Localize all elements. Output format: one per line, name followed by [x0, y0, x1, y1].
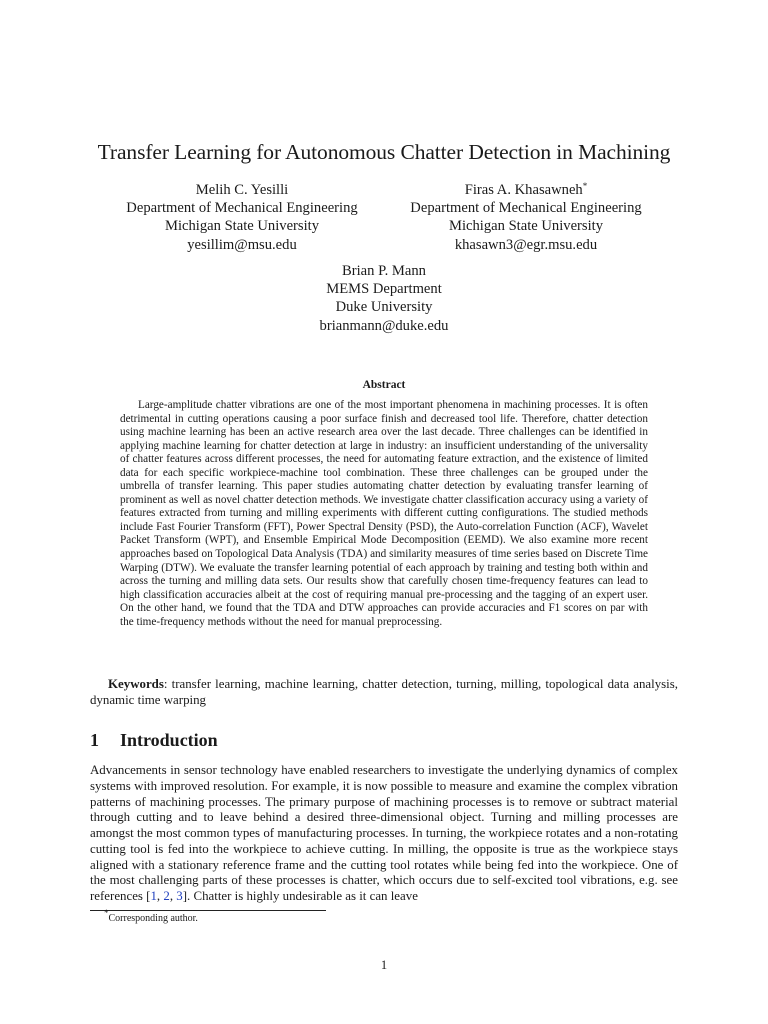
section-number: 1	[90, 730, 99, 750]
paper-title: Transfer Learning for Autonomous Chatter Detection in Machining	[97, 140, 671, 164]
author-university: Duke University	[335, 299, 433, 316]
intro-text-tail: ]. Chatter is highly undesirable as it can leave	[182, 889, 418, 903]
keywords-label: Keywords	[108, 677, 164, 691]
author-name: Firas A. Khasawneh	[464, 182, 583, 198]
introduction-paragraph: Advancements in sensor technology have enabled researchers to investigate the underlying dynamics of complex systems with improved resolution. For example, it is now possible to measure and examine the complex vibration patterns of machining processes. The primary purpose of machining processes is to remove or subtract material through cutting and to leave behind a desired three-dimensional object. Turning and milling processes are amongst the most common types of manufacturing processes. In turning, the workpiece rotates and a non-rotating cutting tool is fed into the workpiece to achieve cutting. In milling, the opposite is true as the workpiece stays aligned with a stationary reference frame and the cutting tool rotates while being fed into the workpiece. One of the most challenging parts of these processes is chatter, which occurs due to self-excited tool vibrations, e.g. see references [1, 2, 3]. Chatter is highly undesirable as it can leave	[90, 763, 678, 903]
author-email: khasawn3@egr.msu.edu	[454, 236, 598, 253]
author-block-3	[234, 262, 534, 335]
keywords-paragraph	[90, 676, 678, 708]
author-email: yesillim@msu.edu	[187, 236, 297, 253]
author-name: Melih C. Yesilli	[195, 182, 289, 198]
citation-link[interactable]: 3	[176, 889, 183, 903]
author-email: brianmann@duke.edu	[319, 317, 449, 334]
corresponding-author-mark: *	[582, 181, 588, 191]
keywords-text: : transfer learning, machine learning, chatter detection, turning, milling, topological data analysis, dynamic time warping	[90, 677, 678, 707]
section-title: Introduction	[120, 730, 218, 750]
author-department: Department of Mechanical Engineering	[126, 200, 358, 217]
footnote	[104, 908, 198, 924]
abstract-text: Large-amplitude chatter vibrations are one of the most important phenomena in machining processes. It is often detrimental in cutting operations causing a poor surface finish and decreased tool life. Therefore, chatter detection using machine learning has been an active research area over the last decade. Three challenges can be identified in applying machine learning for chatter detection at large in industry: an insufficient understanding of the universality of chatter features across different processes, the need for automating feature extraction, and the existence of limited data for each specific workpiece-machine tool combination. These three challenges can be grouped under the umbrella of transfer learning. This paper studies automating chatter detection by evaluating transfer learning of prominent as well as novel chatter detection methods. We investigate chatter classification accuracy using a variety of features extracted from turning and milling experiments with different cutting configurations. The studied methods include Fast Fourier Transform (FFT), Power Spectral Density (PSD), the Auto-correlation Function (ACF), Wavelet Packet Transform (WPT), and Ensemble Empirical Mode Decomposition (EEMD). We also examine more recent approaches based on Topological Data Analysis (TDA) and similarity measures of time series based on Discrete Time Warping (DTW). We evaluate the transfer learning potential of each approach by training and testing both within and across the turning and milling data sets. Our results show that carefully chosen time-frequency features can lead to high classification accuracies albeit at the cost of requiring manual pre-processing and the tagging of an expert user. On the other hand, we found that the TDA and DTW approaches can provide accuracies and F1 scores on par with the time-frequency methods without the need for manual preprocessing.	[120, 399, 648, 628]
footnote-mark: *	[104, 908, 109, 918]
section-heading	[90, 730, 218, 751]
author-name: Brian P. Mann	[342, 263, 426, 279]
citation-link[interactable]: 1	[150, 889, 157, 903]
author-university: Michigan State University	[164, 218, 320, 235]
citation-link[interactable]: 2	[163, 889, 170, 903]
intro-text: Advancements in sensor technology have enabled researchers to investigate the underlying dynamics of complex systems with improved resolution. For example, it is now possible to measure and examine the complex vibration patterns of machining processes. The primary purpose of machining processes is to remove or subtract material through cutting and to leave behind a desired three-dimensional object. Turning and milling processes are amongst the most common types of manufacturing processes. In turning, the workpiece rotates and a non-rotating cutting tool is fed into the workpiece to achieve cutting. In milling, the opposite is true as the workpiece stays aligned with a stationary reference frame and the cutting tool rotates while being fed into the workpiece. One of the most challenging parts of these processes is chatter, which occurs due to self-excited tool vibrations, e.g. see references [	[90, 763, 678, 903]
abstract-heading: Abstract	[362, 379, 406, 391]
author-department: MEMS Department	[326, 281, 442, 298]
author-block-1	[104, 181, 380, 254]
footnote-divider	[90, 910, 326, 911]
author-university: Michigan State University	[448, 218, 604, 235]
author-block-2	[388, 181, 664, 254]
page-number: 1	[380, 958, 388, 972]
footnote-text: Corresponding author.	[108, 913, 198, 924]
author-department: Department of Mechanical Engineering	[410, 200, 642, 217]
